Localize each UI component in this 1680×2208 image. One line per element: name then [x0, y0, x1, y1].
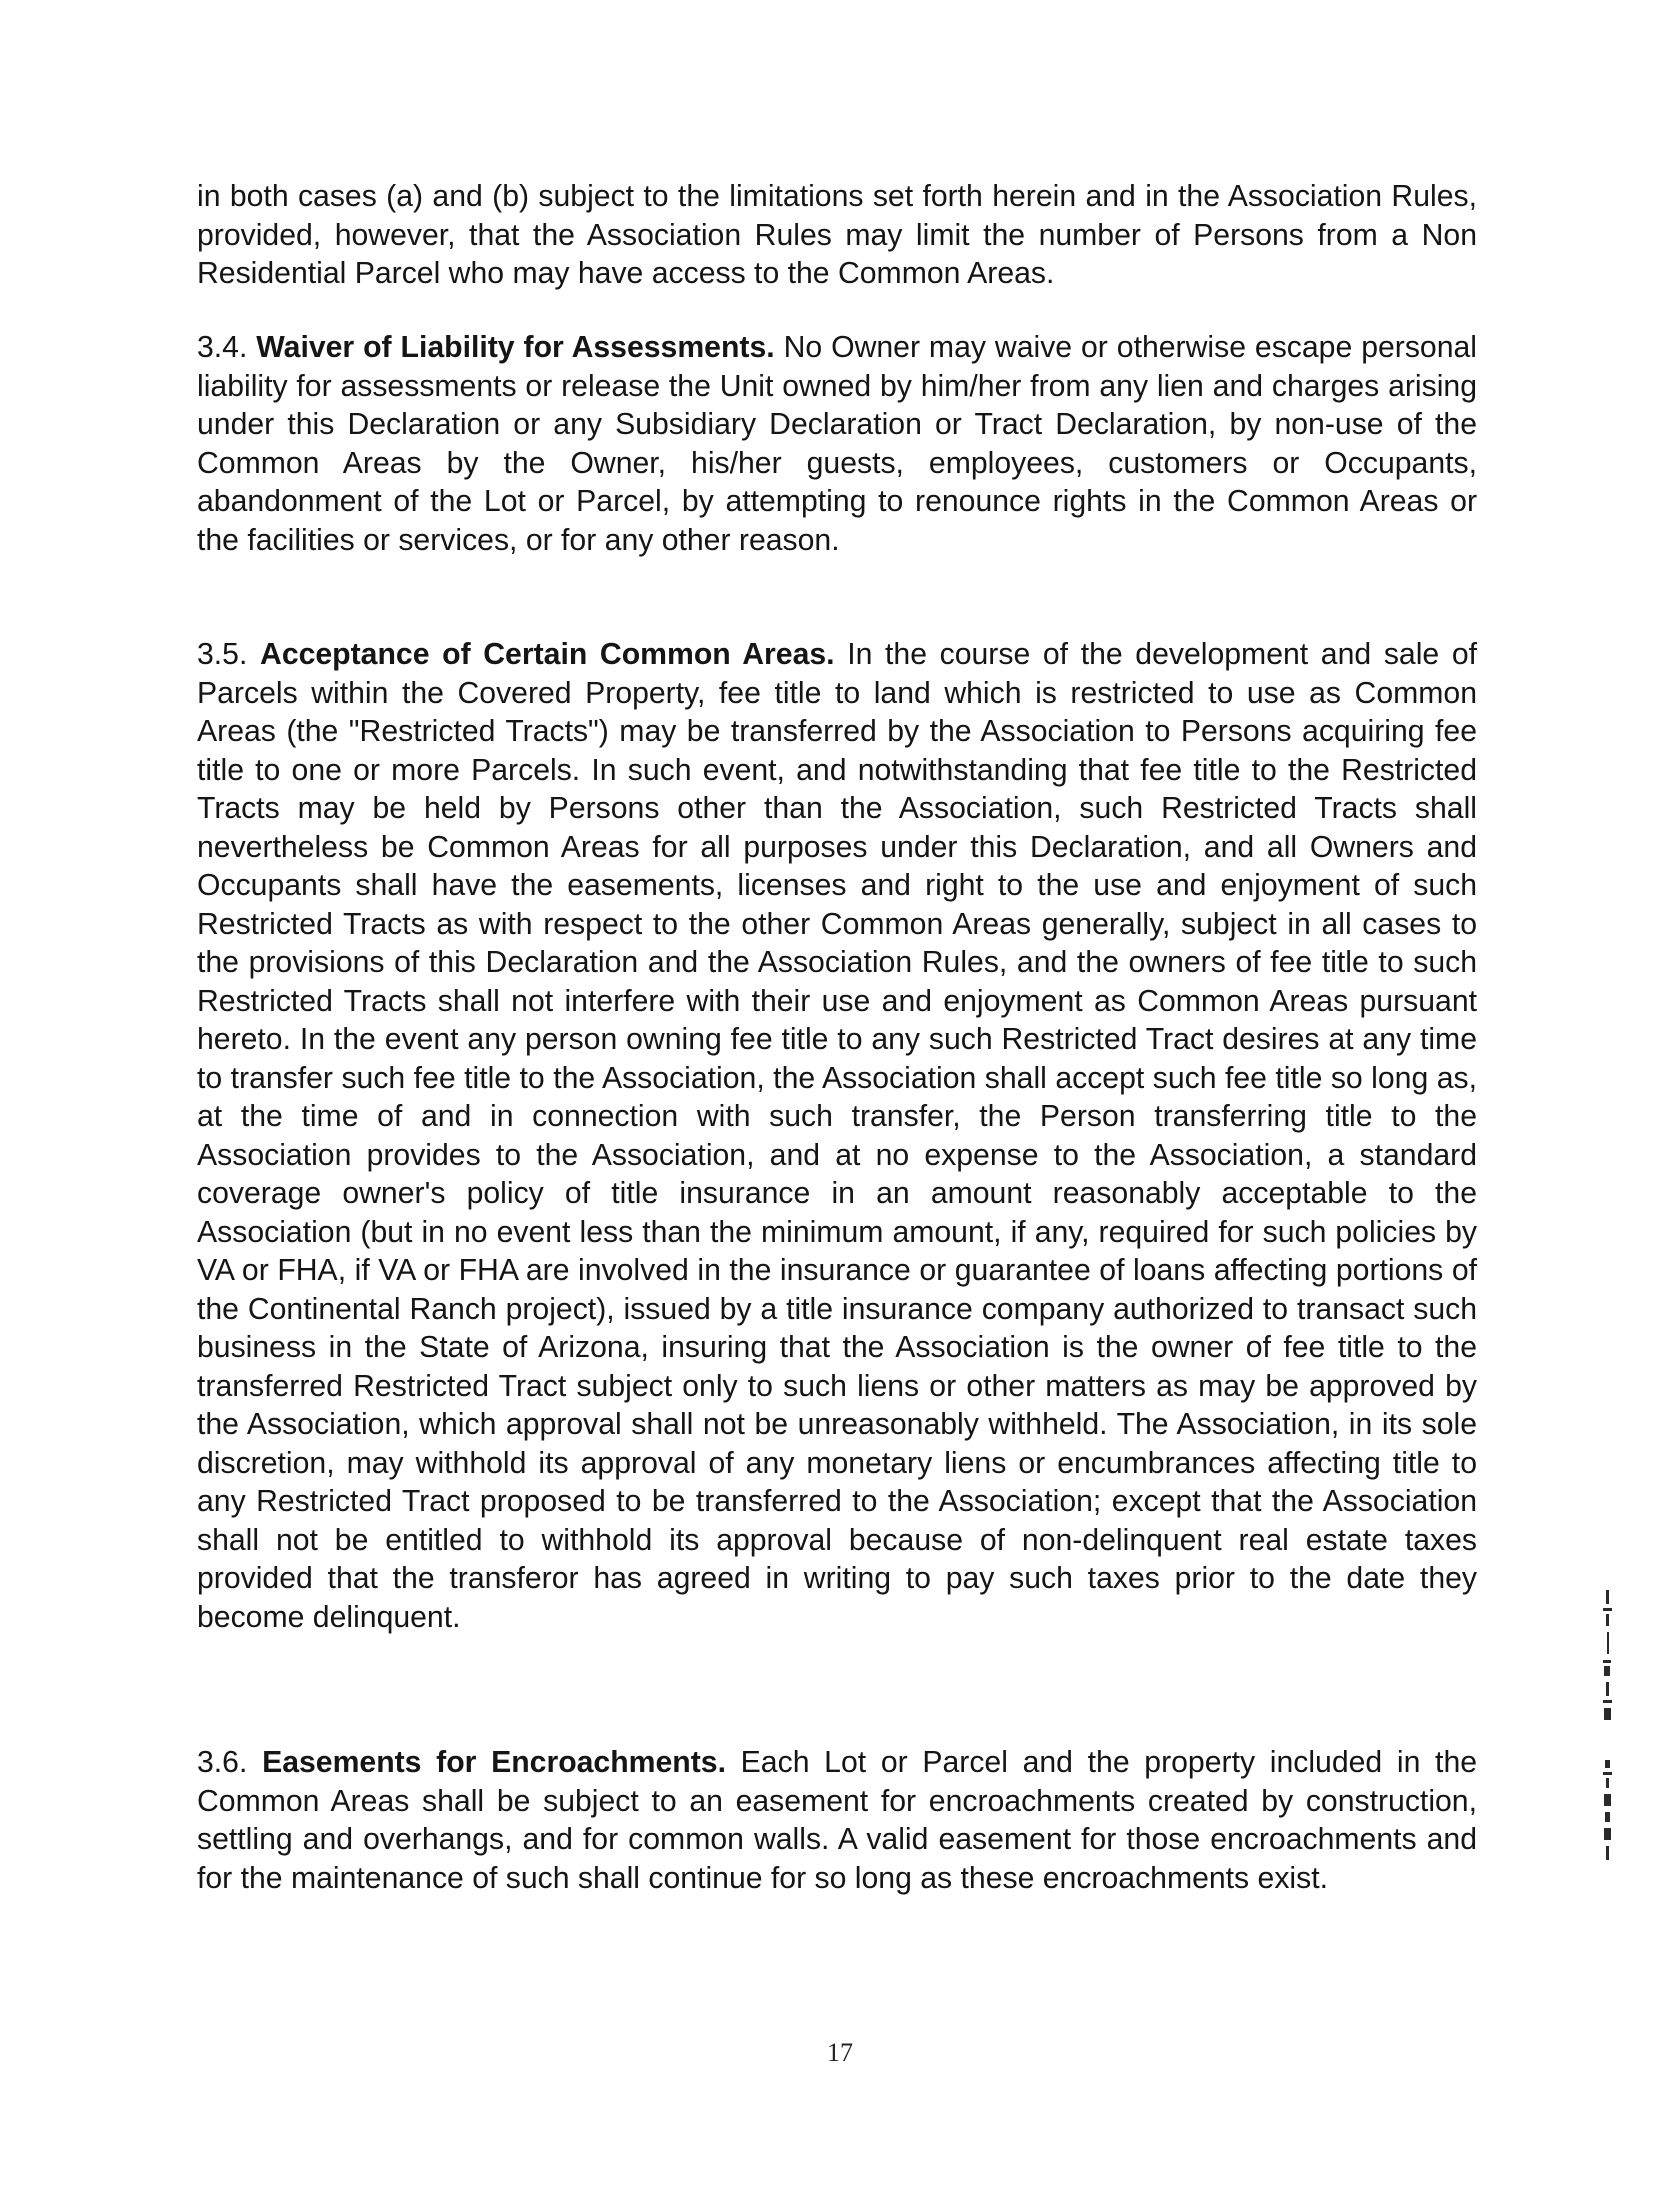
intro-paragraph: [197, 178, 1477, 294]
section-3-5: [197, 636, 1477, 1637]
section-body: Each Lot or Parcel and the property included in the Common Areas shall be subject to an easement for encroachments created by construction, settling and overhangs, and for common walls. A valid easement for those encroachments and for the maintenance of such shall continue for so long as these encroachments exist.: [197, 1746, 1478, 1895]
intro-paragraph-text: in both cases (a) and (b) subject to the limitations set forth herein and in the Association Rules, provided, however, that the Association Rules may limit the number of Persons from a Non Residential Parcel who may have access to the Common Areas.: [197, 180, 1477, 290]
section-3-4: [197, 329, 1477, 560]
section-body: No Owner may waive or otherwise escape personal liability for assessments or release the Unit owned by him/her from any lien and charges arising under this Declaration or any Subsidiary Declaration or Tract Declaration, by non-use of the Common Areas by the Owner, his/her guests, employees, customers or Occupants, abandonment of the Lot or Parcel, by attempting to renounce rights in the Common Areas or the facilities or services, or for any other reason.: [197, 331, 1477, 557]
section-heading: Acceptance of Certain Common Areas.: [260, 638, 835, 671]
page-number: 17: [827, 2038, 853, 2067]
margin-stamp: [1598, 1590, 1618, 1870]
section-body: In the course of the development and sale of Parcels within the Covered Property, fee title to land which is restricted to use as Common Areas (the "Restricted Tracts") may be transferred by the Association to Persons acquiring fee title to one or more Parcels. In such event, and notwithstanding that fee title to the Restricted Tracts may be held by Persons other than the Association, such Restricted Tracts shall nevertheless be Common Areas for all purposes under this Declaration, and all Owners and Occupants shall have the easements, licenses and right to the use and enjoyment of such Restricted Tracts as with respect to the other Common Areas generally, subject in all cases to the provisions of this Declaration and the Association Rules, and the owners of fee title to such Restricted Tracts shall not interfere with their use and enjoyment as Common Areas pursuant hereto. In the event any person owning fee title to any such Restricted Tract desires at any time to transfer such fee title to the Association, the Association shall accept such fee title so long as, at the time of and in connection with such transfer, the Person transferring title to the Association provides to the Association, and at no expense to the Association, a standard coverage owner's policy of title insurance in an amount reasonably acceptable to the Association (but in no event less than the minimum amount, if any, required for such policies by VA or FHA, if VA or FHA are involved in the insurance or guarantee of loans affecting portions of the Continental Ranch project), issued by a title insurance company authorized to transact such business in the State of Arizona, insuring that the Association is the owner of fee title to the transferred Restricted Tract subject only to such liens or other matters as may be approved by the Association, which approval shall not be unreasonably withheld. The Association, in its sole discretion, may withhold its approval of any monetary liens or encumbrances affecting title to any Restricted Tract proposed to be transferred to the Association; except that the Association shall not be entitled to withhold its approval because of non-delinquent real estate taxes provided that the transferor has agreed in writing to pay such taxes prior to the date they become delinquent.: [197, 638, 1478, 1634]
section-number: 3.4.: [197, 331, 248, 364]
section-3-6: [197, 1744, 1477, 1898]
section-number: 3.5.: [197, 638, 248, 671]
section-heading: Easements for Encroachments.: [262, 1746, 726, 1779]
section-heading: Waiver of Liability for Assessments.: [256, 331, 775, 364]
section-number: 3.6.: [197, 1746, 248, 1779]
